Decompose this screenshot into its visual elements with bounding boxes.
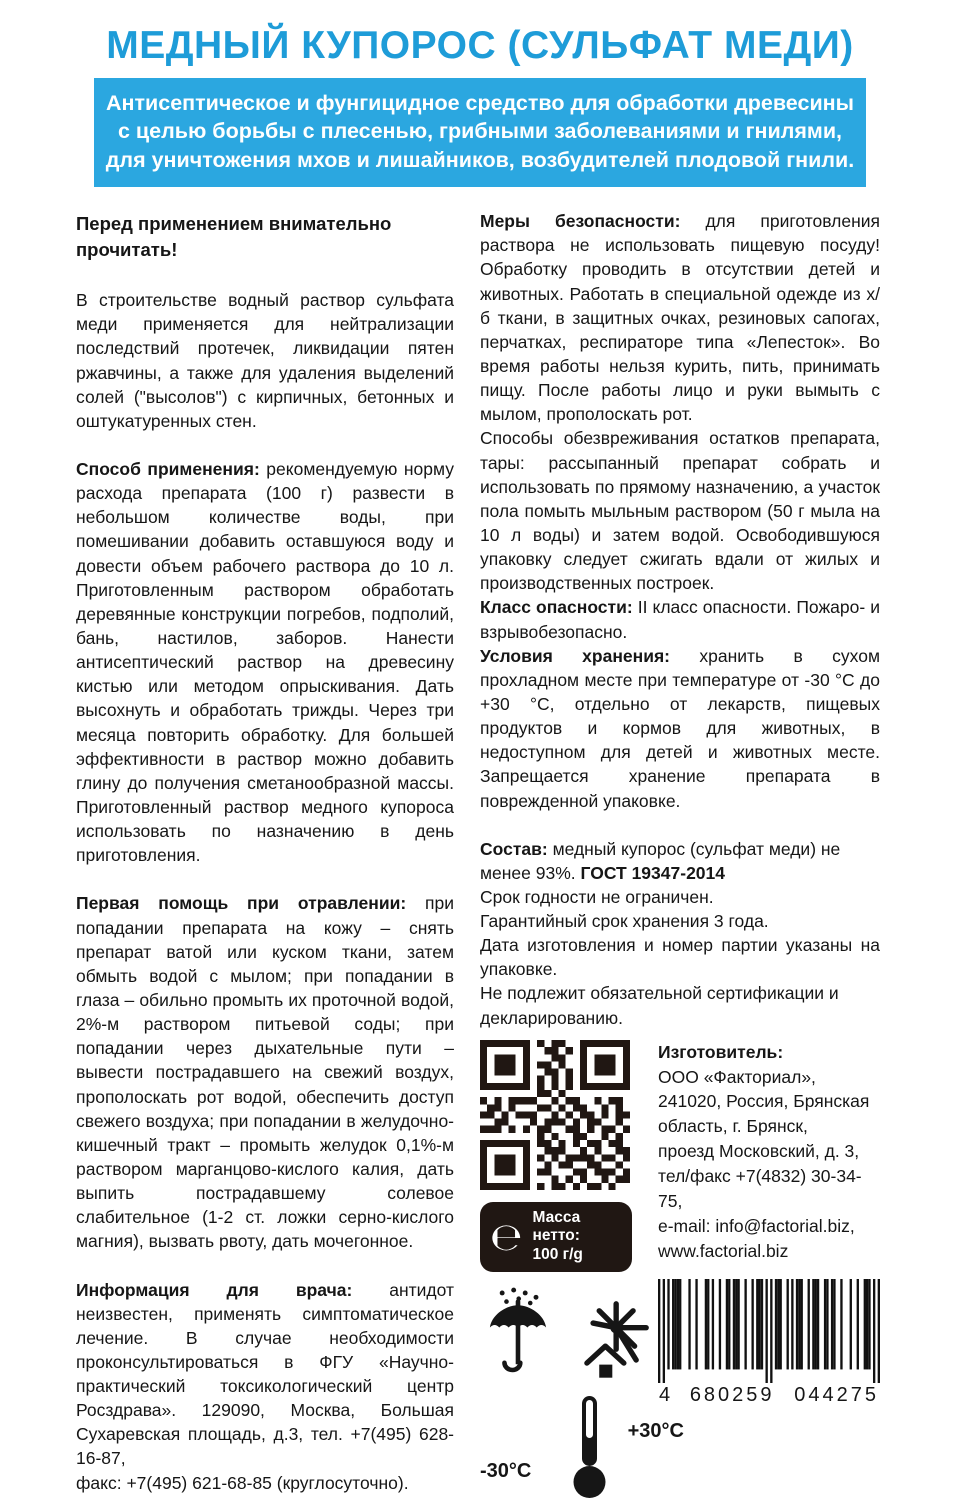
composition-section [480, 837, 880, 885]
manufacturer-line: тел/факс +7(4832) 30-34-75, [658, 1165, 862, 1211]
first-aid-section [76, 891, 454, 1253]
first-aid-text: при попадании препарата на кожу – снять препарат ватой или куском ткани, затем обмыть водой с мылом; при попадании в глаза – обильно промыть их проточной водой, 2%-м раствором питьевой соды; при попадании через дыхательные пути – вывести пострадавшего на свежий воздух, прополоскать рот водой, обеспечить доступ свежего воздуха; при попадании в желудочно-кишечный тракт – промыть желудок 0,1%-м раствором марганцово-кислого калия, дать выпить пострадавшему солевое слабительное (1-2 ст. ложки серно-кислого магния), вызвать рвоту, дать мочегонное. [76, 893, 454, 1252]
label-columns [0, 187, 960, 1507]
safety-label: Меры безопасности: [480, 211, 681, 232]
gost-number: ГОСТ 19347-2014 [580, 862, 725, 883]
product-label [0, 24, 960, 1493]
left-column [76, 209, 454, 1507]
net-mass-value: 100 г/g [532, 1245, 583, 1263]
batch-note: Дата изготовления и номер партии указаны на упаковке. [480, 935, 880, 980]
disposal-paragraph: Способы обезвреживания остатков препарата, тары: рассыпанный препарат собрать и использовать по прямому назначению, а участок пола помыть мыльным раствором (50 г мыла на 10 л воды) и затем водой. Освободившуюся упаковку следует сжигать вдали от жилых и производственных построек. [480, 428, 880, 594]
net-mass-badge [480, 1202, 632, 1272]
certification-note: Не подлежит обязательной сертификации и декларированию. [480, 983, 839, 1028]
manufacturer-line: e-mail: info@factorial.biz, [658, 1215, 855, 1236]
shelf-life-note: Срок годности не ограничен. [480, 886, 714, 907]
storage-section [480, 644, 880, 813]
first-aid-label: Первая помощь при отравлении: [76, 893, 407, 914]
banner-line: Антисептическое и фунгицидное средство для обработки древесины [105, 91, 855, 115]
net-mass-label: Масса нетто: [532, 1208, 581, 1245]
keep-dry-icon [482, 1286, 554, 1382]
manufacturer-line: проезд Московский, д. 3, [658, 1141, 860, 1162]
manufacturer-label: Изготовитель: [658, 1041, 784, 1062]
usage-section [76, 457, 454, 867]
thermometer-icon [524, 1392, 654, 1504]
usage-label: Способ применения: [76, 459, 260, 479]
manufacturer-line: 241020, Россия, Брянская [658, 1091, 870, 1112]
hazard-class-text: II класс опасности. Пожаро- и взрывобезопасно. [480, 597, 880, 642]
usage-text: рекомендуемую норму расхода препарата (100 г) развести в небольшом количестве воды, при помешивании добавить оставшуюся воду и довести объем рабочего раствора до 10 л. Приготовленным раствором обработать деревянные конструкции погребов, подполий, бань, настилов, заборов. Нанести антисептический раствор на древесину кистью или методом опрыскивания. Дать высохнуть и обработать трижды. Через три месяца повторить обработку. Для большей эффективности в раствор можно добавить глину до получения сметанообразной массы. Приготовленный раствор медного купороса использовать по назначению в день приготовления. [76, 459, 454, 866]
marks-column [480, 1040, 684, 1508]
doctor-info-text: антидот неизвестен, применять симптоматическое лечение. В случае необходимости проконсультироваться в ФГУ «Научно-практический токсикологический центр Росздрава». 129090, Москва, Большая Сухаревская площадь, д.3, тел. +7(495) 628-16-87, [76, 1279, 454, 1469]
temp-low-label: -30°C [480, 1459, 532, 1482]
read-before-use-warning: Перед применением внимательно прочитать! [76, 213, 392, 260]
bottom-block [480, 1040, 880, 1508]
storage-label: Условия хранения: [480, 645, 671, 666]
right-column [480, 209, 880, 1507]
product-description-banner [94, 78, 866, 187]
composition-label: Состав: [480, 838, 548, 859]
page-title: МЕДНЫЙ КУПОРОС (СУЛЬФАТ МЕДИ) [106, 24, 854, 67]
keep-away-from-sunlight-icon [570, 1298, 650, 1382]
barcode-digit-group: 680259 [689, 1384, 775, 1407]
qr-code-icon [480, 1040, 630, 1190]
barcode-digit-group: 4 [659, 1384, 671, 1407]
doctor-info-section [76, 1278, 454, 1471]
intro-paragraph: В строительстве водный раствор сульфата меди применяется для нейтрализации последствий протечек, ликвидации пятен ржавчины, а также для удаления выделений солей ("высолов") с кирпичных, бетонных и оштукатуренных стен. [76, 290, 454, 431]
doctor-info-label: Информация для врача: [76, 1279, 353, 1300]
hazard-class-label: Класс опасности: [480, 597, 633, 618]
manufacturer-section [658, 1040, 880, 1264]
manufacturer-line: www.factorial.biz [658, 1240, 789, 1261]
manufacturer-line: область, г. Брянск, [658, 1116, 808, 1137]
doctor-fax-line: факс: +7(495) 621-68-85 (круглосуточно). [76, 1472, 409, 1493]
composition-text: медный купорос (сульфат меди) не менее 93%. [480, 838, 841, 883]
banner-line: с целью борьбы с плесенью, грибными заболеваниями и гнилями, [117, 119, 843, 144]
temperature-range-icon [480, 1392, 700, 1508]
safety-text: для приготовления раствора не использовать пищевую посуду! Обработку проводить в отсутствии детей и животных. Работать в специальной одежде из х/б ткани, в защитных очках, резиновых сапогах, перчатках, респираторе типа «Лепесток». Во время работы нельзя курить, пить, принимать пищу. После работы лицо и руки вымыть с мылом, прополоскать рот. [480, 211, 880, 425]
barcode-bars [658, 1279, 880, 1383]
net-mass-text [532, 1209, 622, 1265]
warranty-note: Гарантийный срок хранения 3 года. [480, 911, 769, 932]
temp-high-label: +30°C [627, 1419, 684, 1442]
estimated-sign-icon: ℮ [490, 1214, 523, 1259]
barcode-digit-group: 044275 [794, 1384, 879, 1407]
barcode [658, 1279, 880, 1410]
safety-section [480, 209, 880, 426]
storage-text: хранить в сухом прохладном месте при температуре от -30 °С до +30 °С, отдельно от лекарств, пищевых продуктов и кормов для животных, в недоступном для детей и животных месте. Запрещается хранение препарата в поврежденной упаковке. [480, 645, 880, 811]
banner-line: для уничтожения мхов и лишайников, возбудителей плодовой гнили. [105, 147, 855, 172]
hazard-class-section [480, 595, 880, 643]
handling-icons-row [482, 1286, 644, 1382]
manufacturer-line: ООО «Факториал», [658, 1066, 816, 1087]
